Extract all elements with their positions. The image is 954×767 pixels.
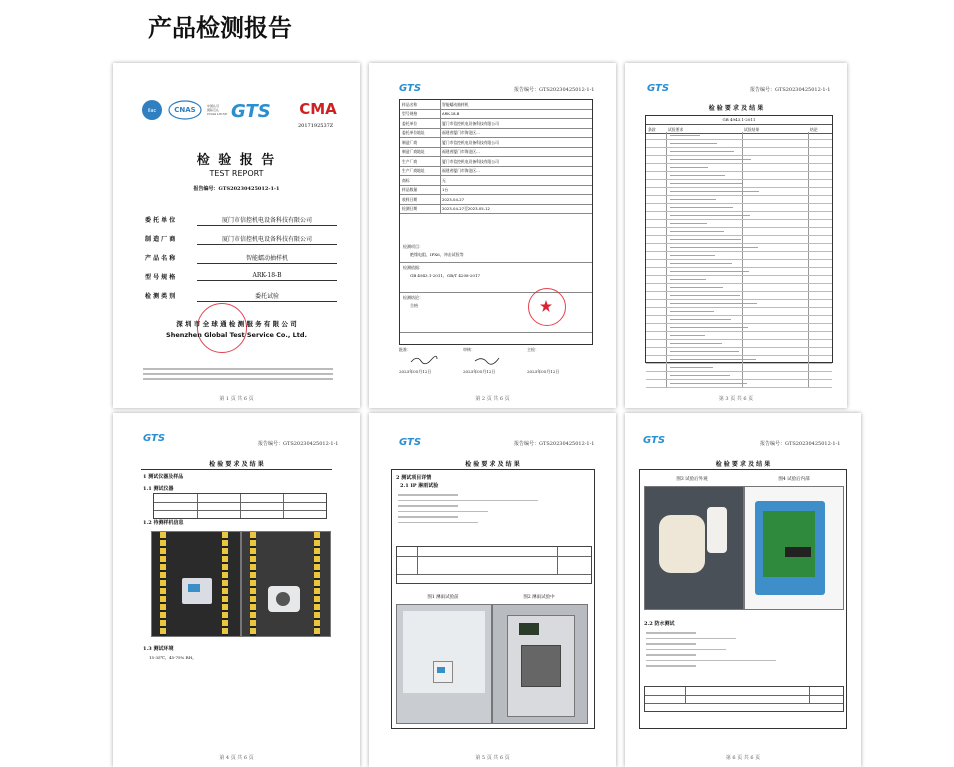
cma-code: 2017192537Z: [298, 123, 334, 129]
test-environment: 15-35℃，45-75% RH。: [149, 655, 197, 660]
company-name-en: Shenzhen Global Test Service Co., Ltd.: [166, 331, 307, 339]
waterproof-lines: [646, 632, 796, 671]
results-row: [646, 332, 832, 340]
waterproof-photo-interior: [744, 486, 844, 610]
results-row: [646, 372, 832, 380]
section-title: 检 验 要 求 及 结 果: [465, 461, 520, 468]
sample-photo-side: [241, 531, 331, 637]
summary-value: 福建省厦门市海沧区...: [442, 130, 480, 135]
cover-report-no: 报告编号：GTS20230425012-1-1: [193, 186, 280, 192]
report-summary-page: [369, 63, 616, 408]
page-number: 第 4 页 共 6 页: [219, 755, 254, 761]
review-date: 2023年05月12日: [463, 369, 496, 374]
section-1-heading: 1 测试仪器及样品: [143, 474, 184, 480]
star-icon: [540, 300, 552, 312]
svg-text:CNAS L8158: CNAS L8158: [207, 112, 227, 116]
results-row: [646, 252, 832, 260]
summary-value: 厦门市信控机电设备科技有限公司: [442, 139, 499, 145]
report-number: 报告编号：GTS20230425012-1-1: [514, 87, 595, 93]
test-items-label: 检测项目：: [403, 244, 423, 249]
tester-date: 2023年05月12日: [527, 369, 560, 374]
section-1-2-heading: 1.2 待测样机信息: [143, 520, 184, 526]
summary-key: 收样日期: [402, 196, 418, 202]
accreditation-logos: [141, 97, 241, 123]
report-number: 报告编号：GTS20230425012-1-1: [258, 441, 339, 447]
report-number: 报告编号：GTS20230425012-1-1: [750, 87, 831, 93]
results-row: [646, 244, 832, 252]
approve-date: 2023年05月12日: [399, 369, 432, 374]
cover-field-row: [145, 253, 345, 272]
section-title: 检 验 要 求 及 结 果: [715, 461, 771, 468]
results-header-cell: 试验要求: [668, 127, 684, 132]
summary-value: 厦门市信控机电设备科技有限公司: [442, 158, 499, 164]
rain-test-lines: [398, 494, 548, 527]
summary-row: [400, 138, 592, 148]
results-row: [646, 324, 832, 332]
waterproof-result-table: [644, 686, 844, 712]
summary-key: 委托单位地址: [402, 130, 425, 135]
gts-logo: GTS: [647, 83, 670, 94]
summary-value: 1台: [442, 187, 449, 192]
results-row: [646, 132, 832, 140]
results-row: [646, 204, 832, 212]
summary-value: 无: [442, 177, 446, 183]
cover-field-value: 委托试验: [197, 291, 337, 302]
gts-logo: GTS: [643, 435, 666, 446]
results-row: [646, 212, 832, 220]
results-row: [646, 228, 832, 236]
results-row: [646, 300, 832, 308]
summary-row: [400, 100, 592, 110]
sample-photo-front: [151, 531, 241, 637]
rain-test-photo-during: [492, 604, 588, 724]
summary-key: 商标: [402, 177, 410, 183]
section-title: 检 验 要 求 及 结 果: [708, 105, 764, 112]
cover-address-lines: [143, 368, 333, 383]
test-items: 绝缘电阻、IPX6、冲击试验等: [410, 252, 464, 257]
cover-field-value: ARK-18-B: [197, 272, 337, 281]
results-row: [646, 348, 832, 356]
conclusion: 合格: [410, 303, 418, 308]
cover-field-label: 检 测 类 别: [145, 293, 176, 300]
summary-row: [400, 110, 592, 120]
cover-heading-en: TEST REPORT: [209, 169, 264, 178]
cover-field-label: 制 造 厂 商: [145, 236, 176, 243]
results-header-cell: 试验结果: [744, 127, 760, 132]
summary-row: [400, 205, 592, 215]
approve-label: 批准：: [399, 347, 411, 352]
waterproof-frame: [639, 469, 847, 729]
svg-text:CMA: CMA: [299, 100, 337, 117]
page-number: 第 6 页 共 6 页: [725, 755, 761, 761]
summary-value: 2023-04-27: [442, 196, 465, 202]
cover-field-row: [145, 291, 345, 310]
photo-caption-4: 图4 试验后内部: [778, 477, 810, 482]
cover-field-label: 委 托 单 位: [145, 217, 176, 224]
summary-row: [400, 119, 592, 129]
summary-row: [400, 157, 592, 167]
results-header-cell: 结论: [810, 127, 818, 132]
summary-table: [399, 99, 593, 345]
report-results-page: [625, 63, 847, 408]
results-row: [646, 148, 832, 156]
tester-label: 主检：: [527, 347, 539, 352]
results-row: [646, 308, 832, 316]
summary-value: 2023-04-27至2023-05-12: [442, 206, 490, 211]
summary-key: 型号规格: [402, 111, 418, 116]
page-title: 产品检测报告: [148, 14, 292, 42]
results-row: [646, 268, 832, 276]
results-row: [646, 284, 832, 292]
standard-label: GB 4943.1-2011: [722, 117, 756, 122]
results-row: [646, 356, 832, 364]
company-seal: [197, 303, 247, 353]
results-row: [646, 340, 832, 348]
rain-test-result-table: [396, 546, 592, 584]
conclusion-label: 检测结论：: [403, 295, 423, 300]
summary-key: 样品数量: [402, 187, 418, 192]
page-number: 第 1 页 共 6 页: [219, 396, 254, 402]
section-2-2-heading: 2.2 防水测试: [644, 621, 675, 627]
waterproof-photo-exterior: [644, 486, 744, 610]
cover-heading-cn: 检 验 报 告: [196, 153, 277, 168]
results-row: [646, 292, 832, 300]
gts-logo: GTS: [399, 83, 422, 94]
results-row: [646, 220, 832, 228]
company-name-cn: 深 圳 市 全 球 通 检 测 服 务 有 限 公 司: [176, 320, 297, 328]
summary-key: 制造厂商地址: [402, 149, 425, 154]
results-row: [646, 364, 832, 372]
photo-caption-1: 图1 淋雨试验前: [427, 595, 459, 600]
cover-field-value: 厦门市信控机电设备科技有限公司: [197, 234, 337, 245]
page-number: 第 5 页 共 6 页: [475, 755, 510, 761]
photo-caption-2: 图2 淋雨试验中: [523, 595, 555, 600]
results-row: [646, 180, 832, 188]
results-row: [646, 188, 832, 196]
rain-test-photo-before: [396, 604, 492, 724]
summary-row: [400, 195, 592, 205]
instrument-table: [153, 493, 327, 519]
gts-logo: GTS: [399, 437, 422, 448]
svg-text:CNAS: CNAS: [174, 106, 196, 114]
summary-row: [400, 186, 592, 196]
summary-row: [400, 129, 592, 139]
section-2-heading: 2 测试项目详情: [396, 475, 432, 481]
standards: GB 4943.1-2011、GB/T 4208-2017: [410, 273, 481, 278]
standards-label: 检测依据：: [403, 265, 423, 270]
page-number: 第 2 页 共 6 页: [475, 396, 510, 402]
cover-field-row: [145, 234, 345, 253]
results-row: [646, 276, 832, 284]
cma-logo: [298, 99, 338, 117]
summary-row: [400, 167, 592, 177]
review-label: 审核：: [463, 347, 475, 352]
results-row: [646, 260, 832, 268]
cover-fields: [145, 215, 345, 310]
svg-text:ilac: ilac: [147, 108, 157, 114]
section-1-1-heading: 1.1 测试仪器: [143, 486, 174, 492]
summary-key: 生产厂商: [402, 158, 418, 164]
signature-2: [473, 355, 503, 365]
report-number: 报告编号：GTS20230425012-1-1: [514, 441, 595, 447]
section-title: 检 验 要 求 及 结 果: [209, 461, 264, 468]
report-rain-test-page: [369, 413, 616, 767]
report-sample-page: [113, 413, 360, 767]
section-2-1-heading: 2.1 IP 淋雨试验: [400, 483, 439, 489]
cover-field-row: [145, 215, 345, 234]
summary-row: [400, 148, 592, 158]
summary-key: 制造厂商: [402, 139, 418, 145]
summary-row: [400, 176, 592, 186]
summary-key: 检测日期: [402, 206, 418, 211]
svg-text:国际互认: 国际互认: [207, 108, 220, 112]
summary-key: 委托单位: [402, 120, 418, 126]
summary-key: 生产厂商地址: [402, 168, 425, 173]
results-table: [645, 115, 833, 363]
cover-field-value: 智能蠕动抽样机: [197, 253, 337, 264]
results-row: [646, 164, 832, 172]
page-number: 第 3 页 共 6 页: [718, 396, 754, 402]
photo-caption-3: 图3 试验后外观: [676, 477, 708, 482]
results-row: [646, 140, 832, 148]
summary-value: 智能蠕动抽样机: [442, 101, 469, 107]
results-row: [646, 236, 832, 244]
summary-key: 样品名称: [402, 101, 418, 107]
report-waterproof-page: [625, 413, 861, 767]
summary-value: 厦门市信控机电设备科技有限公司: [442, 120, 499, 126]
results-row: [646, 156, 832, 164]
gts-logo: GTS: [143, 433, 166, 444]
results-row: [646, 316, 832, 324]
summary-value: 福建省厦门市海沧区...: [442, 149, 480, 154]
results-row: [646, 172, 832, 180]
summary-value: ARK-18-B: [442, 111, 460, 116]
svg-text:中国认可: 中国认可: [207, 104, 220, 108]
report-cover-page: [113, 63, 360, 408]
cover-field-label: 产 品 名 称: [145, 255, 176, 262]
report-number: 报告编号：GTS20230425012-1-1: [760, 441, 841, 447]
results-header-cell: 条款: [648, 127, 656, 132]
results-row: [646, 196, 832, 204]
cover-field-label: 型 号 规 格: [145, 274, 176, 281]
summary-value: 福建省厦门市海沧区...: [442, 168, 480, 173]
rain-test-frame: [391, 469, 595, 729]
signature-1: [409, 355, 439, 365]
cover-field-row: [145, 272, 345, 291]
cover-field-value: 厦门市信控机电设备科技有限公司: [197, 215, 337, 226]
section-1-3-heading: 1.3 测试环境: [143, 646, 174, 652]
results-row: [646, 380, 832, 388]
gts-logo: GTS: [231, 101, 271, 122]
signature-row: [399, 347, 591, 377]
